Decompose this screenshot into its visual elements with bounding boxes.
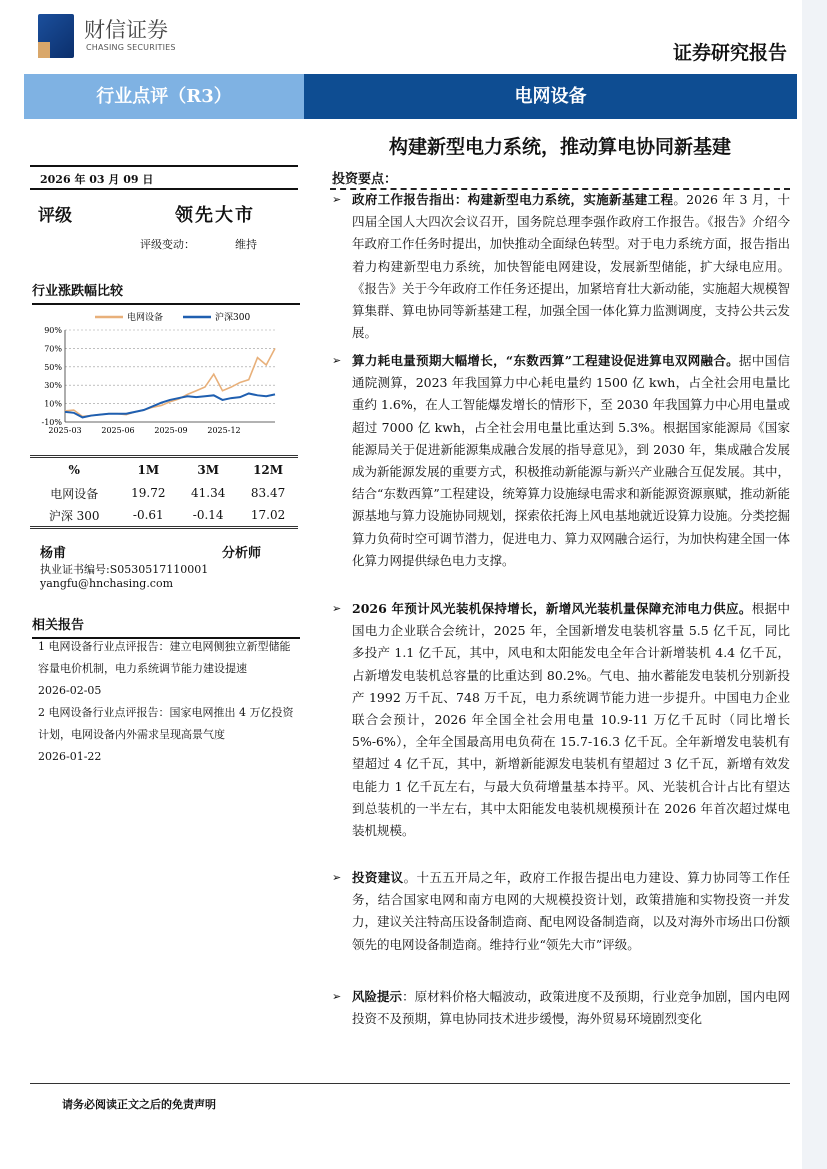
table-row <box>30 482 298 504</box>
x-tick-label: 2025-03 <box>48 426 82 435</box>
cell: 电网设备 <box>50 486 99 501</box>
logo-icon <box>38 14 74 58</box>
performance-title: 行业涨跌幅比较 <box>32 280 300 305</box>
cell: 41.34 <box>191 486 226 500</box>
cell: 19.72 <box>131 486 166 500</box>
arrow-bullet-icon: ➢ <box>332 602 342 615</box>
rating-change-label: 评级变动： <box>140 238 195 251</box>
analyst-cert: 执业证书编号:S0530517110001 <box>40 563 209 576</box>
series-line <box>65 393 275 417</box>
rating-value: 领先大市 <box>175 205 255 226</box>
disclaimer-note: 请务必阅读正文之后的免责声明 <box>62 1098 216 1111</box>
document-type: 证券研究报告 <box>672 42 787 64</box>
cell: -0.61 <box>132 508 164 522</box>
key-point-body: 。十五五开局之年，政府工作报告提出电力建设、算力协同等工作任务，结合国家电网和南方电网的大规模投资计划，政策措施和实物投资一并发力，建议关注特高压设备制造商、配电网设备制造商，以及对海外市场出口份额领先的电网设备制造商。维持行业“领先大市”评级。 <box>352 870 790 952</box>
related-reports-title: 相关报告 <box>32 614 300 639</box>
key-point <box>332 189 790 344</box>
key-point-body: ：原材料价格大幅波动，政策进度不及预期，行业竞争加剧，国内电网投资不及预期，算电协同技术进步缓慢，海外贸易环境剧烈变化 <box>352 989 790 1027</box>
x-tick-label: 2025-12 <box>207 426 241 435</box>
key-point <box>332 986 790 1030</box>
cell: 沪深 300 <box>48 508 100 523</box>
performance-chart <box>30 305 298 445</box>
report-category: 行业点评（R3） <box>24 74 304 119</box>
y-tick-label: 30% <box>44 381 62 391</box>
related-report-2[interactable] <box>38 702 298 768</box>
legend-label: 沪深300 <box>215 313 251 323</box>
related-report-text: 2 电网设备行业点评报告：国家电网推出 4 万亿投资计划，电网设备内外需求呈现高景气度 <box>38 706 294 741</box>
report-date: 2026 年 03 月 09 日 <box>30 165 298 190</box>
series-line <box>65 348 275 416</box>
key-point-lead: 投资建议 <box>352 870 404 885</box>
cell: 17.02 <box>250 508 286 522</box>
related-report-date: 2026-02-05 <box>38 684 102 697</box>
col-header: 1M <box>137 463 160 477</box>
key-point-lead: 算力耗电量预期大幅增长，“东数西算”工程建设促进算电双网融合。 <box>352 353 739 368</box>
report-title: 构建新型电力系统，推动算电协同新基建 <box>388 136 731 158</box>
cell: 83.47 <box>250 486 286 500</box>
arrow-bullet-icon: ➢ <box>332 871 342 884</box>
key-point-lead: 2026 年预计风光装机保持增长，新增风光装机量保障充沛电力供应。 <box>352 601 752 616</box>
industry-name: 电网设备 <box>304 74 797 119</box>
related-report-text: 1 电网设备行业点评报告：建立电网侧独立新型储能容量电价机制，电力系统调节能力建设提速 <box>38 640 291 675</box>
key-points-title: 投资要点： <box>332 172 398 187</box>
key-point <box>332 598 790 842</box>
legend-label: 电网设备 <box>127 313 164 323</box>
arrow-bullet-icon: ➢ <box>332 193 342 206</box>
key-point <box>332 867 790 956</box>
y-tick-label: 70% <box>44 344 62 354</box>
footer-divider <box>30 1083 790 1084</box>
x-tick-label: 2025-09 <box>154 426 188 435</box>
key-point <box>332 350 790 572</box>
col-header: 3M <box>197 463 219 477</box>
arrow-bullet-icon: ➢ <box>332 354 342 367</box>
x-tick-label: 2025-06 <box>101 426 135 435</box>
cell: -0.14 <box>192 508 224 522</box>
performance-table <box>30 455 298 529</box>
logo-name: 财信证券 <box>84 18 168 42</box>
col-header: % <box>68 463 80 477</box>
logo-english: CHASING SECURITIES <box>86 43 176 52</box>
page-edge-stripe <box>802 0 827 1169</box>
rating-change-value: 维持 <box>235 238 257 251</box>
key-point-body: 据中国信通院测算，2023 年我国算力中心耗电量约 1500 亿 kwh，占全社会用电量比重约 1.6%，在人工智能爆发增长的情形下，至 2030 年我国算力中心用电量或超过 7000 亿 kwh，占全社会用电量比重达到 5.3%。根据国家能源局《国家能源局关于促进新能源集成融合发展的指导意见》，到 2030 年，集成融合发展成为新能源发展的重要方式，积极推动新能源与新兴产业融合互促发展。其中，结合“东数西算”工程建设，统筹算力设施绿电需求和新能源资源禀赋，推动新能源基地与算力设施协同规划，探索依托海上风电基地就近设算力设施。分类挖掘算力负荷时空可调节潜力，促进电力、算力双网融合运行，为加快构建全国一体化算力网提供绿色电力支撑。 <box>352 353 790 568</box>
related-report-1[interactable] <box>38 636 298 702</box>
related-report-date: 2026-01-22 <box>38 750 102 763</box>
table-row <box>30 504 298 526</box>
analyst-email[interactable]: yangfu@hnchasing.com <box>40 577 174 590</box>
arrow-bullet-icon: ➢ <box>332 990 342 1003</box>
y-tick-label: 50% <box>44 362 62 372</box>
key-point-body: 根据中国电力企业联合会统计，2025 年，全国新增发电装机容量 5.5 亿千瓦，同比多投产 1.1 亿千瓦，其中，风电和太阳能发电全年合计新增装机 4.4 亿千瓦，占新增发电装机总容量的比重达到 80.2%。气电、抽水蓄能发电装机分别新投产 1992 万千瓦、748 万千瓦，电力系统调节能力进一步提升。中国电力企业联合会预计，2026 年全国全社会用电量 10.9-11 万亿千瓦时（同比增长 5%-6%），全年全国最高用电负荷在 15.7-16.3 亿千瓦。全年新增发电装机有望超过 4 亿千瓦，其中，新增新能源发电装机有望超过 3 亿千瓦，新增有效发电能力 1 亿千瓦左右，与最大负荷增量基本持平。风、光装机合计占比有望达到总装机的一半左右，其中太阳能发电装机规模预计在 2026 年首次超过煤电装机规模。 <box>352 601 790 839</box>
y-tick-label: -10% <box>41 418 62 427</box>
analyst-role: 分析师 <box>222 546 262 561</box>
key-point-lead: 政府工作报告指出：构建新型电力系统，实施新基建工程 <box>352 192 674 207</box>
y-tick-label: 10% <box>44 399 62 409</box>
key-point-lead: 风险提示 <box>352 989 403 1004</box>
key-point-body: 。2026 年 3 月，十四届全国人大四次会议召开，国务院总理李强作政府工作报告。《报告》介绍今年政府工作任务时提出，加快推动全面绿色转型。对于电力系统方面，报告指出着力构建新型电力系统，加快智能电网建设，发展新型储能，扩大绿电应用。《报告》关于今年政府工作任务还提出，加紧培育壮大新动能，实施超大规模智算集群、算电协同等新基建工程，加强全国一体化算力监测调度，支持公共云发展。 <box>352 192 790 341</box>
y-tick-label: 90% <box>44 326 62 335</box>
col-header: 12M <box>253 463 284 477</box>
rating-label: 评级 <box>38 206 72 226</box>
analyst-name: 杨甫 <box>40 546 67 561</box>
